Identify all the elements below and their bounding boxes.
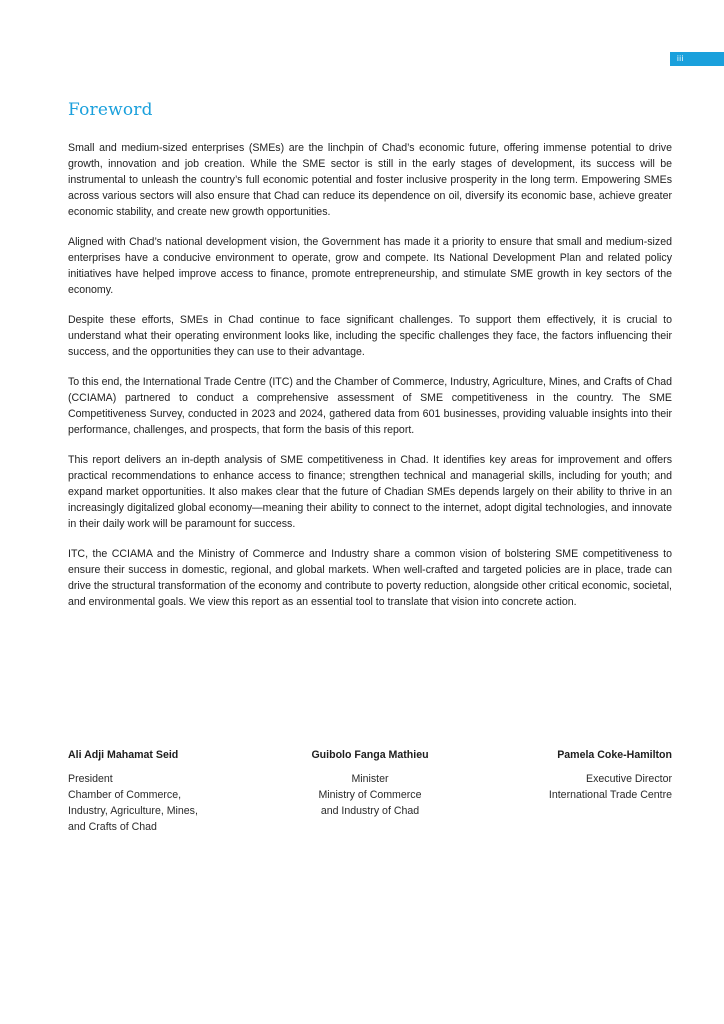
- paragraph: This report delivers an in-depth analysis of SME competitiveness in Chad. It identifies key areas for improvement and offers practical recommendations to enhance access to finance; strengthen technical and managerial skills, including for youth; and expand market opportunities. It also makes clear that the future of Chadian SMEs depends largely on their ability to thrive in an increasingly digitalized global economy—meaning their ability to connect to the internet, adopt digital technologies, and innovate in their daily work will be paramount for success.: [68, 454, 672, 530]
- signatory: [270, 747, 470, 819]
- signatory: [68, 747, 248, 835]
- signatory-organization: Industry, Agriculture, Mines,: [68, 805, 198, 817]
- signatory-organization: International Trade Centre: [548, 789, 672, 801]
- signatory-title: Minister: [351, 773, 389, 785]
- signatory-organization: Ministry of Commerce: [318, 789, 422, 801]
- signatory-organization: and Crafts of Chad: [68, 821, 157, 833]
- page-number-tab: iii: [670, 52, 724, 66]
- paragraph: Despite these efforts, SMEs in Chad continue to face significant challenges. To support them effectively, it is crucial to understand what their operating environment looks like, including the specific challenges they face, the factors influencing their success, and the opportunities they can use to their advantage.: [68, 314, 672, 358]
- paragraph: Small and medium-sized enterprises (SMEs) are the linchpin of Chad’s economic future, offering immense potential to drive growth, innovation and job creation. While the SME sector is still in the early stages of development, its success will be instrumental to unleash the country’s full economic potential and foster inclusive prosperity in the long term. Empowering SMEs across various sectors will also ensure that Chad can reduce its dependence on oil, diversify its economic base, achieve greater economic stability, and create new growth opportunities.: [68, 142, 672, 218]
- signatories: [68, 747, 672, 857]
- signatory-name: Ali Adji Mahamat Seid: [68, 749, 179, 761]
- paragraph: To this end, the International Trade Centre (ITC) and the Chamber of Commerce, Industry, Agriculture, Mines, and Crafts of Chad (CCIAMA) partnered to conduct a comprehensive assessment of SME competitiveness in the country. The SME Competitiveness Survey, conducted in 2023 and 2024, gathered data from 601 businesses, providing valuable insights into their performance, challenges, and prospects, that form the basis of this report.: [68, 376, 672, 436]
- signatory-name: Pamela Coke-Hamilton: [557, 749, 672, 761]
- foreword-body: [68, 140, 672, 624]
- page-title: Foreword: [68, 100, 153, 120]
- signatory-organization: Chamber of Commerce,: [68, 789, 182, 801]
- paragraph: ITC, the CCIAMA and the Ministry of Commerce and Industry share a common vision of bolstering SME competitiveness to ensure their success in domestic, regional, and global markets. When well-crafted and targeted policies are in place, trade can drive the structural transformation of the economy and contribute to poverty reduction, alongside other critical economic, societal, and environmental goals. We view this report as an essential tool to translate that vision into concrete action.: [68, 548, 672, 608]
- signatory-title: Executive Director: [586, 773, 672, 785]
- signatory-title: President: [68, 773, 113, 785]
- signatory-organization: and Industry of Chad: [320, 805, 420, 817]
- paragraph: Aligned with Chad’s national development vision, the Government has made it a priority to ensure that small and medium-sized enterprises have a conducive environment to operate, grow and compete. Its National Development Plan and related policy initiatives have helped improve access to finance, promote entrepreneurship, and stimulate SME growth in key sectors of the economy.: [68, 236, 672, 296]
- signatory: [472, 747, 672, 803]
- signatory-name: Guibolo Fanga Mathieu: [311, 749, 429, 761]
